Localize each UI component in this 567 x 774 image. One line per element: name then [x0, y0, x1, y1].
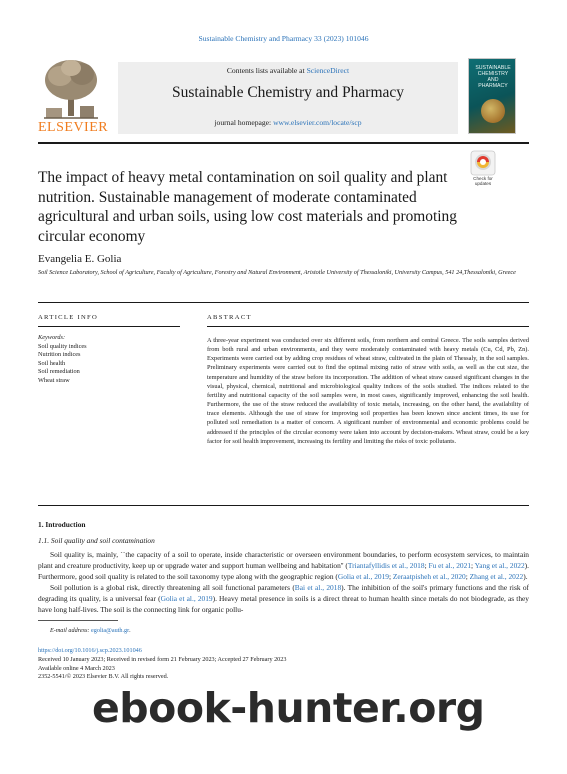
journal-homepage — [118, 118, 458, 127]
journal-banner — [118, 62, 458, 134]
publisher-logo[interactable] — [38, 56, 109, 136]
abstract-divider — [38, 505, 529, 506]
separator: ; — [388, 571, 393, 581]
elsevier-tree-icon — [38, 56, 104, 120]
introduction-body — [38, 550, 529, 615]
keyword-item[interactable]: Wheat straw — [38, 376, 70, 384]
keyword-item[interactable]: Soil health — [38, 359, 66, 367]
cover-graphic — [481, 99, 505, 123]
article-info-heading: ARTICLE INFO — [38, 314, 99, 321]
author-name[interactable]: Evangelia E. Golia — [38, 253, 122, 265]
keyword-item[interactable]: Soil quality indices — [38, 343, 87, 350]
doi-link[interactable]: https://doi.org/10.1016/j.scp.2023.101046 — [38, 647, 142, 654]
text-run: Soil quality is, mainly, ``the capacity of a soil to operate, inside characteristic or overseen environment boundaries, to perform ecosystem services, to maintain plant and creature productivity, keep up or upgrade water and support human wellbeing and habitation'' ( — [38, 550, 529, 570]
check-for-updates-button[interactable] — [465, 150, 501, 186]
separator: ; — [424, 560, 429, 570]
email-end: . — [129, 627, 131, 634]
email-label: E-mail address: — [50, 627, 92, 634]
copyright-notice: 2352-5541/© 2023 Elsevier B.V. All rights reserved. — [38, 673, 169, 680]
journal-header — [38, 56, 529, 138]
journal-title[interactable]: Sustainable Chemistry and Pharmacy — [171, 84, 405, 101]
affiliation-divider — [38, 302, 529, 303]
abstract-heading: ABSTRACT — [207, 314, 252, 321]
author-email — [50, 627, 131, 634]
text-run: Soil pollution is a global risk, directly threatening all soil functional parameters ( — [50, 582, 295, 592]
article-info-rule — [38, 326, 180, 327]
text-run: ). Heavy metal presence in soils is a direct threat to human health since metals do not biodegrade, as they have long half-lives. The soil is the connecting link for organic pollu- — [38, 593, 529, 614]
contents-availability — [118, 66, 458, 75]
citation-link[interactable]: Golia et al., 2019 — [337, 571, 389, 581]
journal-citation[interactable]: Sustainable Chemistry and Pharmacy 33 (2023) 101046 — [198, 34, 369, 43]
publisher-name: ELSEVIER — [38, 120, 109, 135]
cover-title: SUSTAINABLE CHEMISTRY AND PHARMACY — [475, 65, 511, 89]
abstract-text: A three-year experiment was conducted over six different soils, from northern and central Greece. The soils samples derived from both rural and urban environments, and they were moderately contaminated with heavy metals (Cu, Cd, Pb, Zn). Experiments were carried out by adding crop residues of wheat straw, cultivated in the plain of Thessaly, in the soil samples. Preliminary experiments were carried out to find the optimal mixing ratio of straw with soils, as well as the cut size, the temperature and humidity of the straw before its incorporation. The addition of wheat straw caused significant changes in the visual, physical, chemical, nutritional and microbiological quality indices of the soils studied. The indices related to the fertility and nutritional capacity of the soil samples were, in most cases, significantly improved, enhancing the soil health. Furthermore, the use of the straw reduced the availability of toxic metals, increasing, on the other hand, the availability of trace elements. Although the use of straw for improving soil properties has been known since ancient times, its use for polluted soil remediation is a matter of concern. A significant number of environmental and economic problems could be addressed if the principles of the circular economy were taken into account by decision-makers. Wheat straw, could be a key factor for soil health improvement, increasing its fertility and limiting the risks of toxic pollutants. — [207, 337, 529, 445]
contents-prefix: Contents lists available at — [226, 66, 307, 75]
citation-link[interactable]: Triantafyllidis et al., 2018 — [347, 560, 425, 570]
keywords-label: Keywords: — [38, 334, 66, 341]
available-online-date: Available online 4 March 2023 — [38, 665, 115, 672]
footnote-divider — [38, 620, 118, 621]
citation-link[interactable]: Fu et al., 2021 — [428, 560, 472, 570]
email-link[interactable]: egolia@auth.gr — [91, 627, 130, 634]
paragraph — [38, 550, 529, 583]
sciencedirect-link[interactable]: ScienceDirect — [306, 66, 350, 75]
separator: ; — [465, 571, 470, 581]
check-for-updates-label: Check for updates — [473, 176, 493, 186]
citation-link[interactable]: Zeraatpisheh et al., 2020 — [392, 571, 466, 581]
check-for-updates-icon — [465, 150, 501, 176]
header-divider — [38, 142, 529, 144]
journal-cover-thumbnail[interactable] — [468, 58, 516, 134]
section-title-introduction: 1. Introduction — [38, 520, 86, 529]
citation-link[interactable]: Golia et al., 2019 — [160, 593, 213, 603]
citation-link[interactable]: Bai et al., 2018 — [294, 582, 342, 592]
paragraph — [38, 583, 529, 616]
homepage-prefix: journal homepage: — [214, 118, 274, 127]
abstract-rule — [207, 326, 529, 327]
keyword-item[interactable]: Nutrition indices — [38, 351, 81, 359]
author-affiliation: Soil Science Laboratory, School of Agriculture, Faculty of Agriculture, Forestry and Natural Environment, Aristotle University of Thessaloniki, University Campus, 541 24,Thessaloniki, Greece — [38, 269, 516, 276]
subsection-title: 1.1. Soil quality and soil contamination — [38, 536, 155, 545]
citation-link[interactable]: Yang et al., 2022 — [474, 560, 525, 570]
text-run: ). — [523, 571, 528, 581]
keywords-list — [38, 343, 87, 385]
separator: ; — [471, 560, 475, 570]
keyword-item[interactable]: Soil remediation — [38, 368, 80, 376]
citation-link[interactable]: Zhang et al., 2022 — [469, 571, 524, 581]
watermark: ebook-hunter.org — [92, 684, 485, 732]
text-run: ). The inhibition of the soil's primary functions and the risk of degrading its quality, is a universal fear ( — [38, 582, 529, 603]
received-dates: Received 10 January 2023; Received in revised form 21 February 2023; Accepted 27 February 2023 — [38, 656, 287, 663]
homepage-link[interactable]: www.elsevier.com/locate/scp — [273, 118, 362, 127]
article-title: The impact of heavy metal contamination on soil quality and plant nutrition. Sustainable management of moderate contaminated agricultural and urban soils, using low cost materials and promoting circular economy — [38, 169, 457, 245]
text-run: ). Furthermore, good soil quality is related to the soil taxonomy type along with the geographic region ( — [38, 560, 529, 581]
